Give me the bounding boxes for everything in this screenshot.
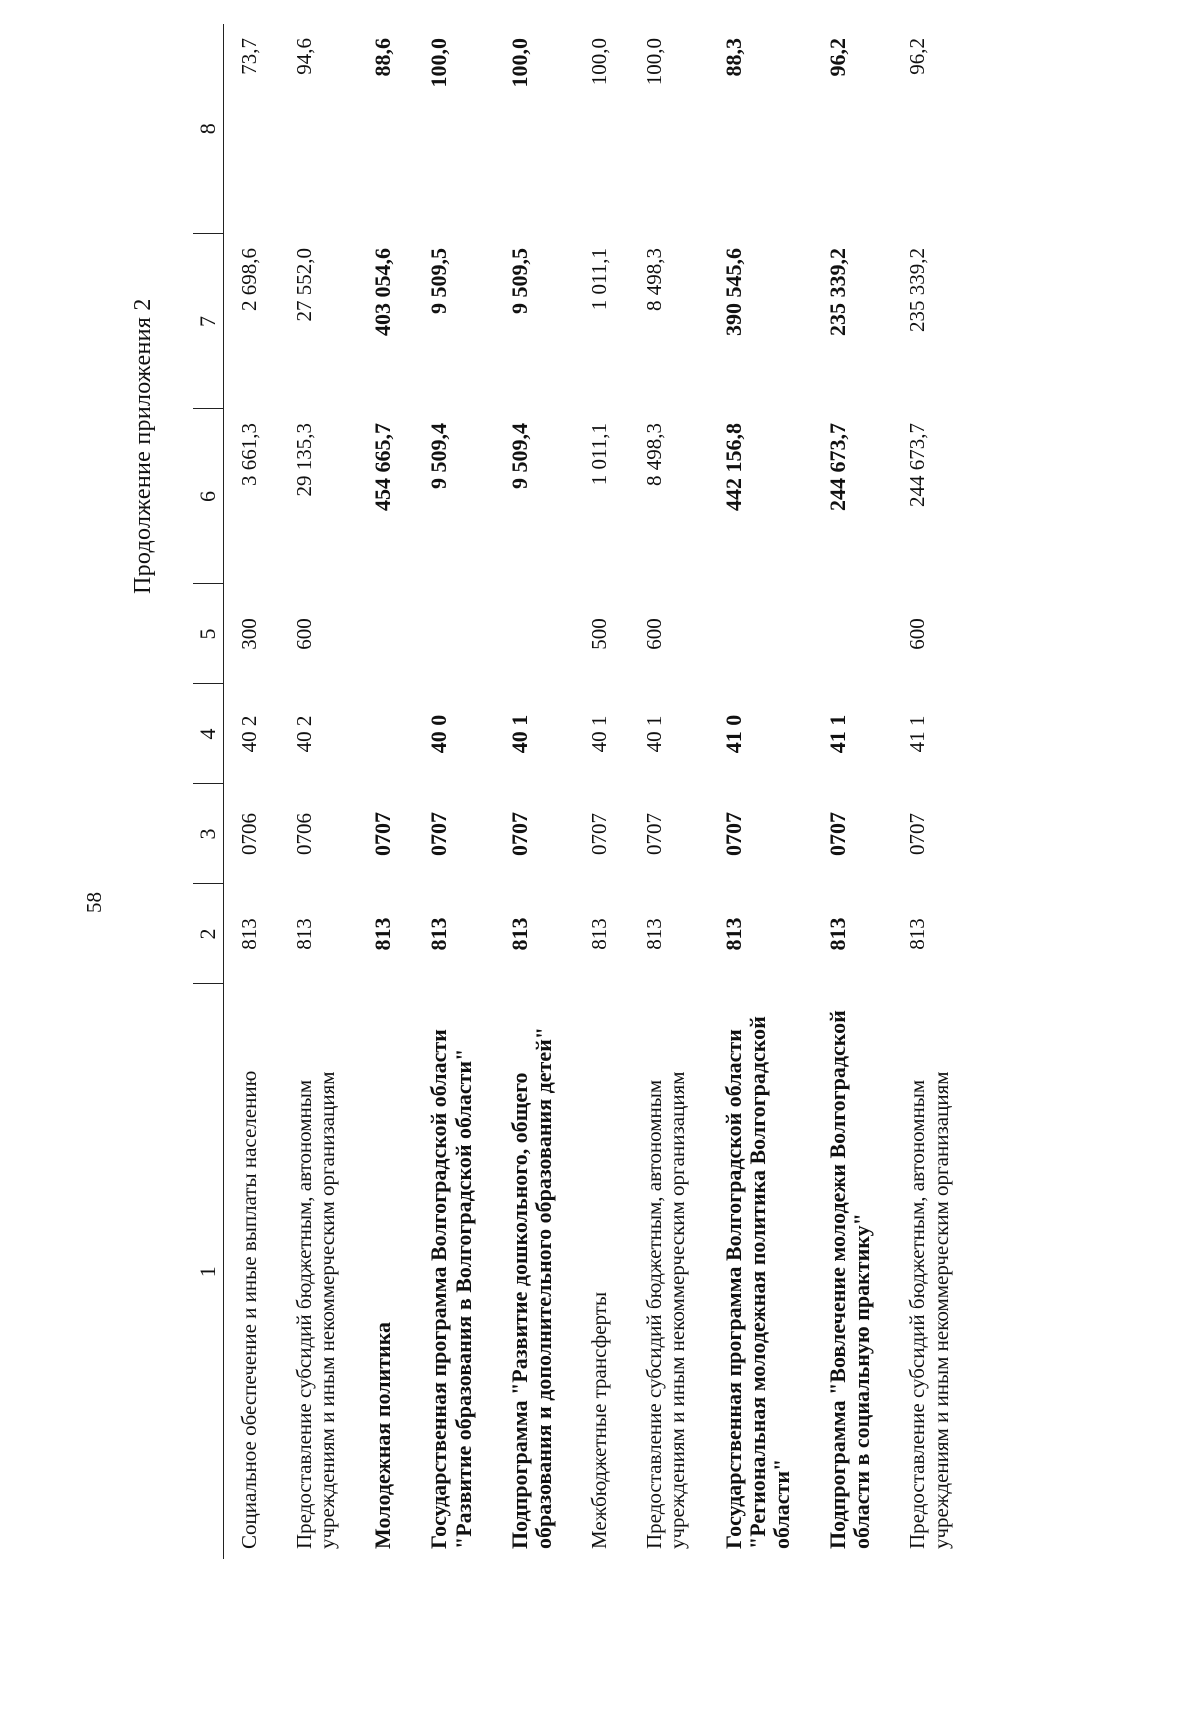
section-code: 0707 (426, 812, 452, 856)
ministry-code: 813 (587, 918, 612, 950)
row-name: Предоставление субсидий бюджетным, автономным учреждениям и иным некоммерческим организациям (905, 1071, 953, 1549)
column-header: 3 (193, 784, 224, 884)
executed-amount: 390 545,6 (720, 248, 746, 336)
row-name: Государственная программа Волгоградской области "Региональная молодежная политика Волгоградской области" (720, 1016, 794, 1549)
executed-amount: 1 011,1 (587, 248, 612, 311)
execution-percent: 100,0 (587, 38, 612, 86)
execution-percent: 100,0 (642, 38, 667, 86)
expense-type-code (357, 584, 413, 684)
column-header: 7 (193, 234, 224, 409)
ministry-code: 813 (642, 918, 667, 950)
execution-percent: 73,7 (237, 38, 261, 75)
column-header: 4 (193, 684, 224, 784)
program-code: 41 1 (825, 714, 851, 754)
row-name: Предоставление субсидий бюджетным, автономным учреждениям и иным некоммерческим организациям (292, 1071, 340, 1549)
row-name: Межбюджетные трансферты (587, 1291, 612, 1549)
ministry-code: 813 (426, 917, 452, 951)
planned-amount: 9 509,4 (506, 423, 532, 489)
execution-percent: 88,3 (720, 38, 746, 77)
executed-amount: 403 054,6 (370, 248, 396, 336)
table-row (812, 24, 892, 1559)
row-name: Молодежная политика (370, 1321, 396, 1549)
table-row (494, 24, 574, 1559)
table-row (629, 24, 707, 1559)
planned-amount: 3 661,3 (237, 423, 261, 486)
executed-amount: 27 552,0 (292, 248, 317, 322)
ministry-code: 813 (720, 917, 746, 951)
program-code: 40 2 (292, 715, 317, 753)
expense-type-code (413, 584, 493, 684)
program-code: 41 0 (720, 714, 746, 754)
planned-amount: 244 673,7 (905, 423, 930, 507)
appendix-caption: Продолжение приложения 2 (130, 298, 156, 594)
expense-type-code: 300 (237, 618, 261, 650)
execution-percent: 100,0 (426, 38, 452, 88)
ministry-code: 813 (237, 918, 261, 950)
executed-amount: 235 339,2 (825, 248, 851, 336)
program-code: 40 1 (506, 714, 532, 754)
row-name: Социальное обеспечение и иные выплаты населению (237, 1070, 261, 1549)
column-header: 2 (193, 884, 224, 984)
column-header: 1 (193, 984, 224, 1559)
program-code: 40 1 (642, 715, 667, 753)
executed-amount: 8 498,3 (642, 248, 667, 311)
execution-percent: 96,2 (825, 38, 851, 77)
ministry-code: 813 (370, 917, 396, 951)
planned-amount: 454 665,7 (370, 423, 396, 511)
section-code: 0707 (720, 812, 746, 856)
row-name: Государственная программа Волгоградской области "Развитие образования в Волгоградской области" (426, 1029, 476, 1549)
planned-amount: 442 156,8 (720, 423, 746, 511)
column-header: 6 (193, 409, 224, 584)
planned-amount: 8 498,3 (642, 423, 667, 486)
planned-amount: 244 673,7 (825, 423, 851, 511)
execution-percent: 88,6 (370, 38, 396, 77)
executed-amount: 235 339,2 (905, 248, 930, 332)
expense-type-code: 500 (587, 618, 612, 650)
table-row (574, 24, 629, 1559)
execution-percent: 96,2 (905, 38, 930, 75)
ministry-code: 813 (292, 918, 317, 950)
ministry-code: 813 (825, 917, 851, 951)
section-code: 0706 (292, 813, 317, 855)
expense-type-code (494, 584, 574, 684)
page-number: 58 (82, 892, 106, 913)
table-row (279, 24, 357, 1559)
ministry-code: 813 (506, 917, 532, 951)
section-code: 0707 (642, 813, 667, 855)
table-row (708, 24, 813, 1559)
section-code: 0707 (587, 813, 612, 855)
planned-amount: 29 135,3 (292, 423, 317, 497)
program-code: 41 1 (905, 715, 930, 753)
row-name: Подпрограмма "Развитие дошкольного, общего образования и дополнительного образования детей" (506, 1027, 557, 1549)
table-row (224, 24, 280, 1559)
planned-amount: 1 011,1 (587, 423, 612, 486)
header-row (193, 24, 224, 1559)
execution-percent: 94,6 (292, 38, 317, 75)
program-code (357, 684, 413, 784)
section-code: 0706 (237, 813, 261, 855)
row-name: Подпрограмма "Вовлечение молодежи Волгоградской области в социальную практику" (825, 1010, 875, 1549)
planned-amount: 9 509,4 (426, 423, 452, 489)
executed-amount: 2 698,6 (237, 248, 261, 311)
section-code: 0707 (905, 813, 930, 855)
program-code: 40 0 (426, 714, 452, 754)
ministry-code: 813 (905, 918, 930, 950)
expense-type-code (708, 584, 813, 684)
program-code: 40 2 (237, 715, 261, 753)
executed-amount: 9 509,5 (506, 248, 532, 314)
expense-type-code: 600 (905, 618, 930, 650)
executed-amount: 9 509,5 (426, 248, 452, 314)
execution-percent: 100,0 (506, 38, 532, 88)
row-name: Предоставление субсидий бюджетным, автономным учреждениям и иным некоммерческим организациям (642, 1071, 690, 1549)
section-code: 0707 (370, 812, 396, 856)
column-header: 5 (193, 584, 224, 684)
expense-type-code: 600 (292, 618, 317, 650)
section-code: 0707 (825, 812, 851, 856)
column-header: 8 (193, 24, 224, 234)
expense-type-code: 600 (642, 618, 667, 650)
budget-table (193, 24, 971, 1559)
expense-type-code (812, 584, 892, 684)
program-code: 40 1 (587, 715, 612, 753)
section-code: 0707 (506, 812, 532, 856)
table-row (357, 24, 413, 1559)
table-row (892, 24, 970, 1559)
table-row (413, 24, 493, 1559)
